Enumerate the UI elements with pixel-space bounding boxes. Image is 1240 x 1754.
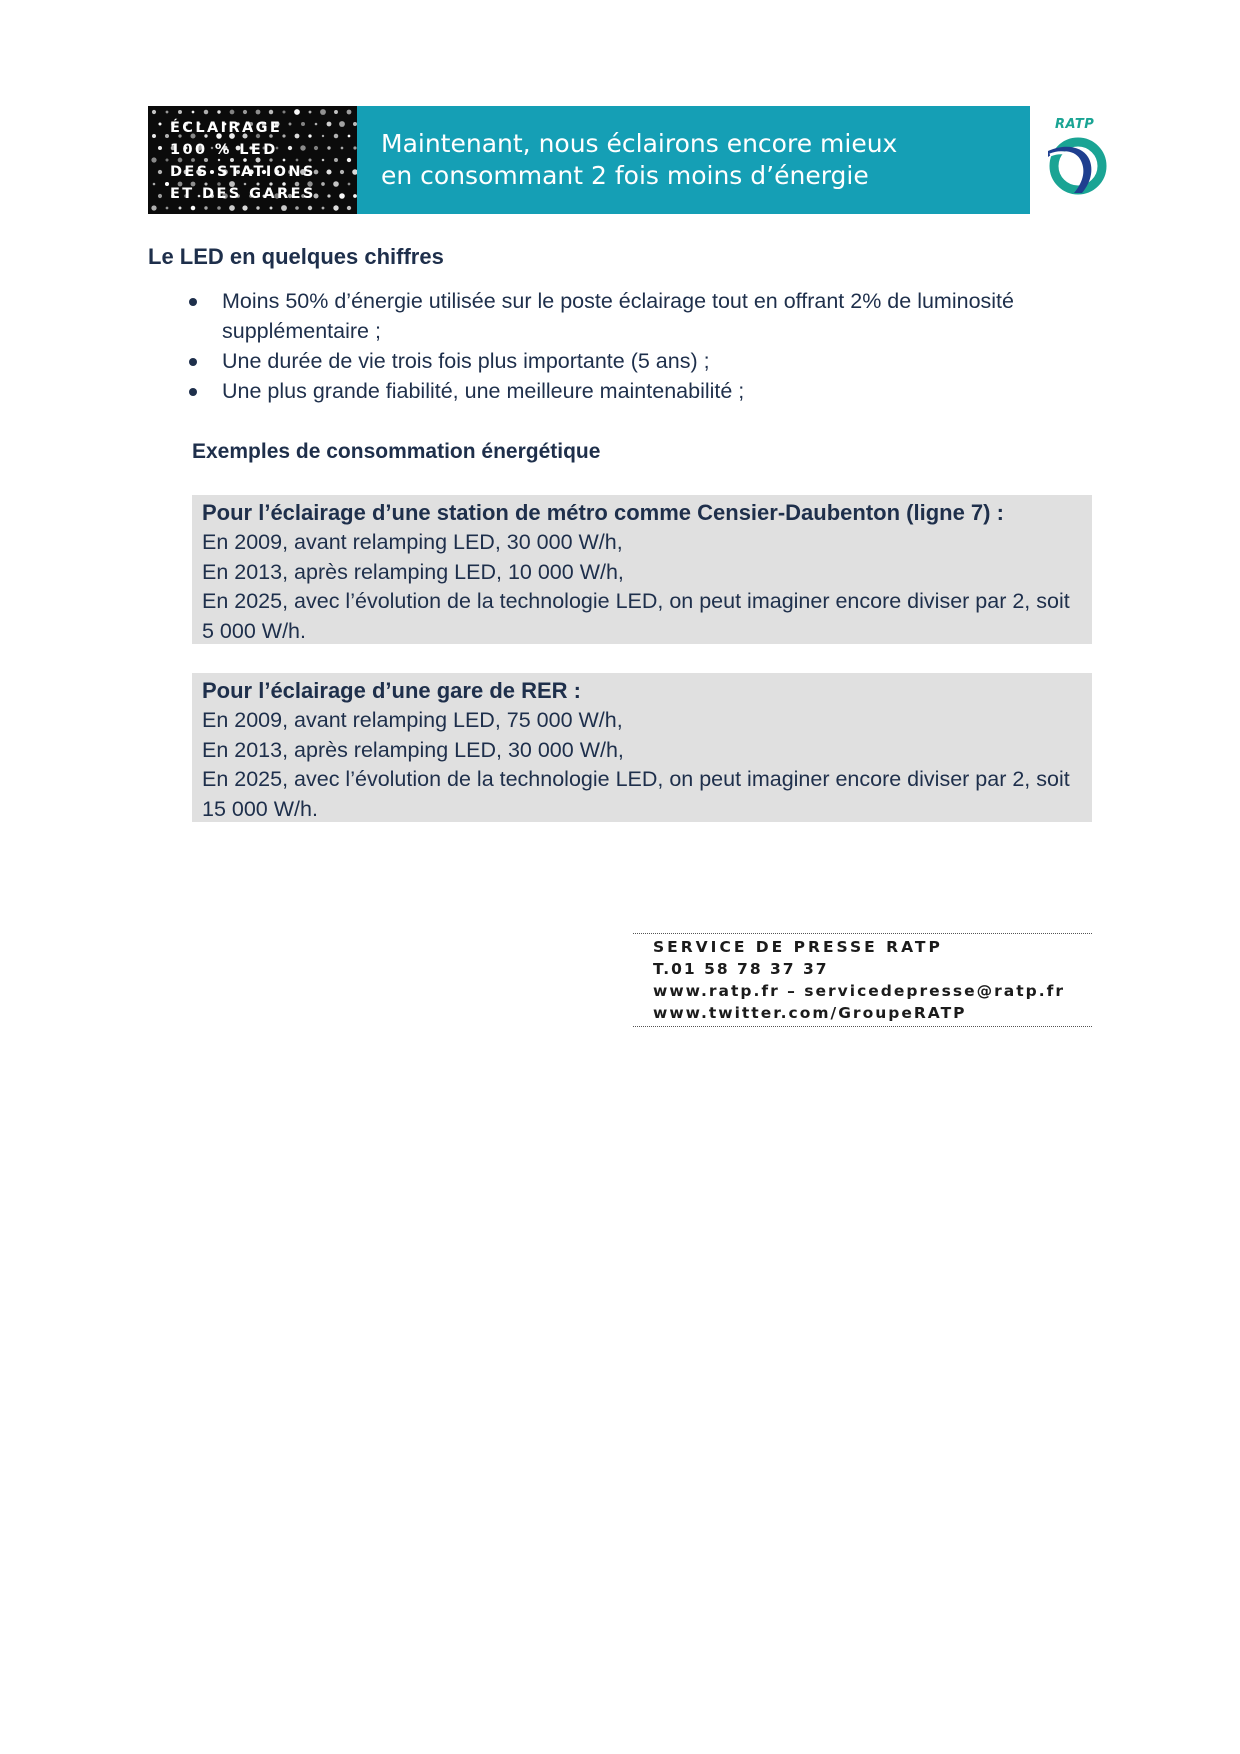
led-dot	[229, 205, 235, 211]
led-dot	[308, 206, 312, 210]
led-dot	[166, 111, 169, 114]
led-dot	[165, 182, 169, 186]
led-dot	[166, 159, 169, 162]
list-item: Moins 50% d’énergie utilisée sur le poste éclairage tout en offrant 2% de luminosité supplémentaire ;	[186, 286, 1086, 346]
led-dot	[339, 193, 345, 199]
banner-headline	[357, 106, 1030, 214]
example-box-title: Pour l’éclairage d’une station de métro comme Censier-Daubenton (ligne 7) :	[202, 500, 1004, 525]
press-heading: SERVICE DE PRESSE RATP	[653, 938, 943, 956]
led-dot	[152, 134, 156, 138]
led-dot	[333, 205, 338, 210]
led-dot	[327, 146, 330, 149]
led-dot	[309, 111, 312, 114]
led-dot	[151, 157, 156, 162]
led-dot	[153, 183, 156, 186]
example-box-line: En 2025, avec l’évolution de la technologie LED, on peut imaginer encore diviser par 2, soit 5 000 W/h.	[202, 589, 1070, 643]
example-box-metro	[192, 495, 1092, 644]
ratp-logo	[1044, 117, 1112, 201]
led-dot	[320, 109, 326, 115]
press-web-email[interactable]: www.ratp.fr – servicedepresse@ratp.fr	[653, 982, 1065, 1000]
banner-tagline-line: ET DES GARES	[170, 186, 316, 202]
led-dot	[191, 206, 196, 211]
led-dot	[327, 194, 330, 197]
led-dot	[294, 109, 300, 115]
led-dot	[230, 110, 235, 115]
led-dot	[321, 182, 325, 186]
banner-headline-line1: Maintenant, nous éclairons encore mieux	[381, 129, 898, 158]
led-dot	[151, 205, 156, 210]
led-dot	[340, 170, 344, 174]
led-dot	[217, 206, 221, 210]
led-dot	[158, 194, 162, 198]
led-dot	[334, 134, 339, 139]
led-dot	[353, 146, 356, 149]
led-dot	[353, 122, 357, 126]
led-dot	[339, 121, 345, 127]
banner-tagline-line: DES STATIONS	[170, 164, 316, 180]
led-dot	[256, 110, 261, 115]
led-dot	[270, 207, 273, 210]
led-dot	[347, 206, 351, 210]
led-dot	[353, 194, 357, 198]
led-dot	[347, 110, 352, 115]
led-dot	[326, 169, 331, 174]
led-dot	[295, 206, 299, 210]
led-dot	[348, 183, 351, 186]
ratp-logo-text: RATP	[1055, 117, 1095, 132]
list-item: Une durée de vie trois fois plus importante (5 ans) ;	[186, 346, 1086, 376]
led-dot	[269, 110, 273, 114]
led-dot	[322, 159, 325, 162]
led-dot	[158, 146, 162, 150]
example-box-rer	[192, 673, 1092, 822]
press-twitter-link[interactable]: www.twitter.com/GroupeRATP	[653, 1004, 967, 1022]
led-dot	[158, 122, 161, 125]
example-box-line: En 2013, après relamping LED, 30 000 W/h,	[202, 737, 624, 762]
led-dot	[334, 110, 338, 114]
led-dot	[166, 207, 169, 210]
led-dot	[322, 207, 325, 210]
banner-headline-line2: en consommant 2 fois moins d’énergie	[381, 161, 869, 190]
led-dot	[341, 147, 344, 150]
example-box-line: En 2013, après relamping LED, 10 000 W/h,	[202, 559, 624, 584]
led-dot	[204, 110, 209, 115]
led-dot	[152, 110, 156, 114]
press-contact	[633, 933, 1092, 1027]
example-box-line: En 2025, avec l’évolution de la technologie LED, on peut imaginer encore diviser par 2, soit 15 000 W/h.	[202, 767, 1070, 821]
banner-tagline-line: 100 % LED	[170, 142, 278, 158]
ratp-logo-icon	[1044, 131, 1112, 201]
led-dot	[282, 110, 285, 113]
led-dot	[327, 122, 332, 127]
banner-led-visual	[148, 106, 357, 214]
list-item: Une plus grande fiabilité, une meilleure maintenabilité ;	[186, 376, 1086, 406]
header-banner	[148, 106, 1030, 214]
examples-title: Exemples de consommation énergétique	[192, 440, 601, 463]
banner-tagline-line: ÉCLAIRAGE	[170, 120, 283, 136]
led-dot	[322, 135, 324, 137]
led-dot	[165, 134, 169, 138]
led-dot	[348, 135, 351, 138]
led-dot	[352, 169, 357, 175]
led-dot	[204, 206, 207, 209]
led-dot	[217, 110, 220, 113]
led-dot	[192, 111, 195, 114]
led-dot	[334, 158, 338, 162]
key-figures-list	[186, 286, 1086, 406]
led-dot	[242, 205, 247, 210]
led-dot	[333, 181, 339, 187]
led-dot	[158, 170, 162, 174]
example-box-line: En 2009, avant relamping LED, 30 000 W/h,	[202, 530, 623, 554]
led-dot	[178, 110, 182, 114]
led-dot	[256, 206, 259, 209]
led-dot	[281, 205, 287, 211]
example-box-title: Pour l’éclairage d’une gare de RER :	[202, 678, 581, 703]
led-dot	[243, 110, 247, 114]
section-title: Le LED en quelques chiffres	[148, 244, 444, 269]
press-phone: T.01 58 78 37 37	[653, 960, 829, 978]
led-dot	[347, 158, 351, 162]
led-dot	[179, 207, 182, 210]
banner-tagline	[170, 117, 316, 205]
example-box-line: En 2009, avant relamping LED, 75 000 W/h,	[202, 708, 623, 732]
